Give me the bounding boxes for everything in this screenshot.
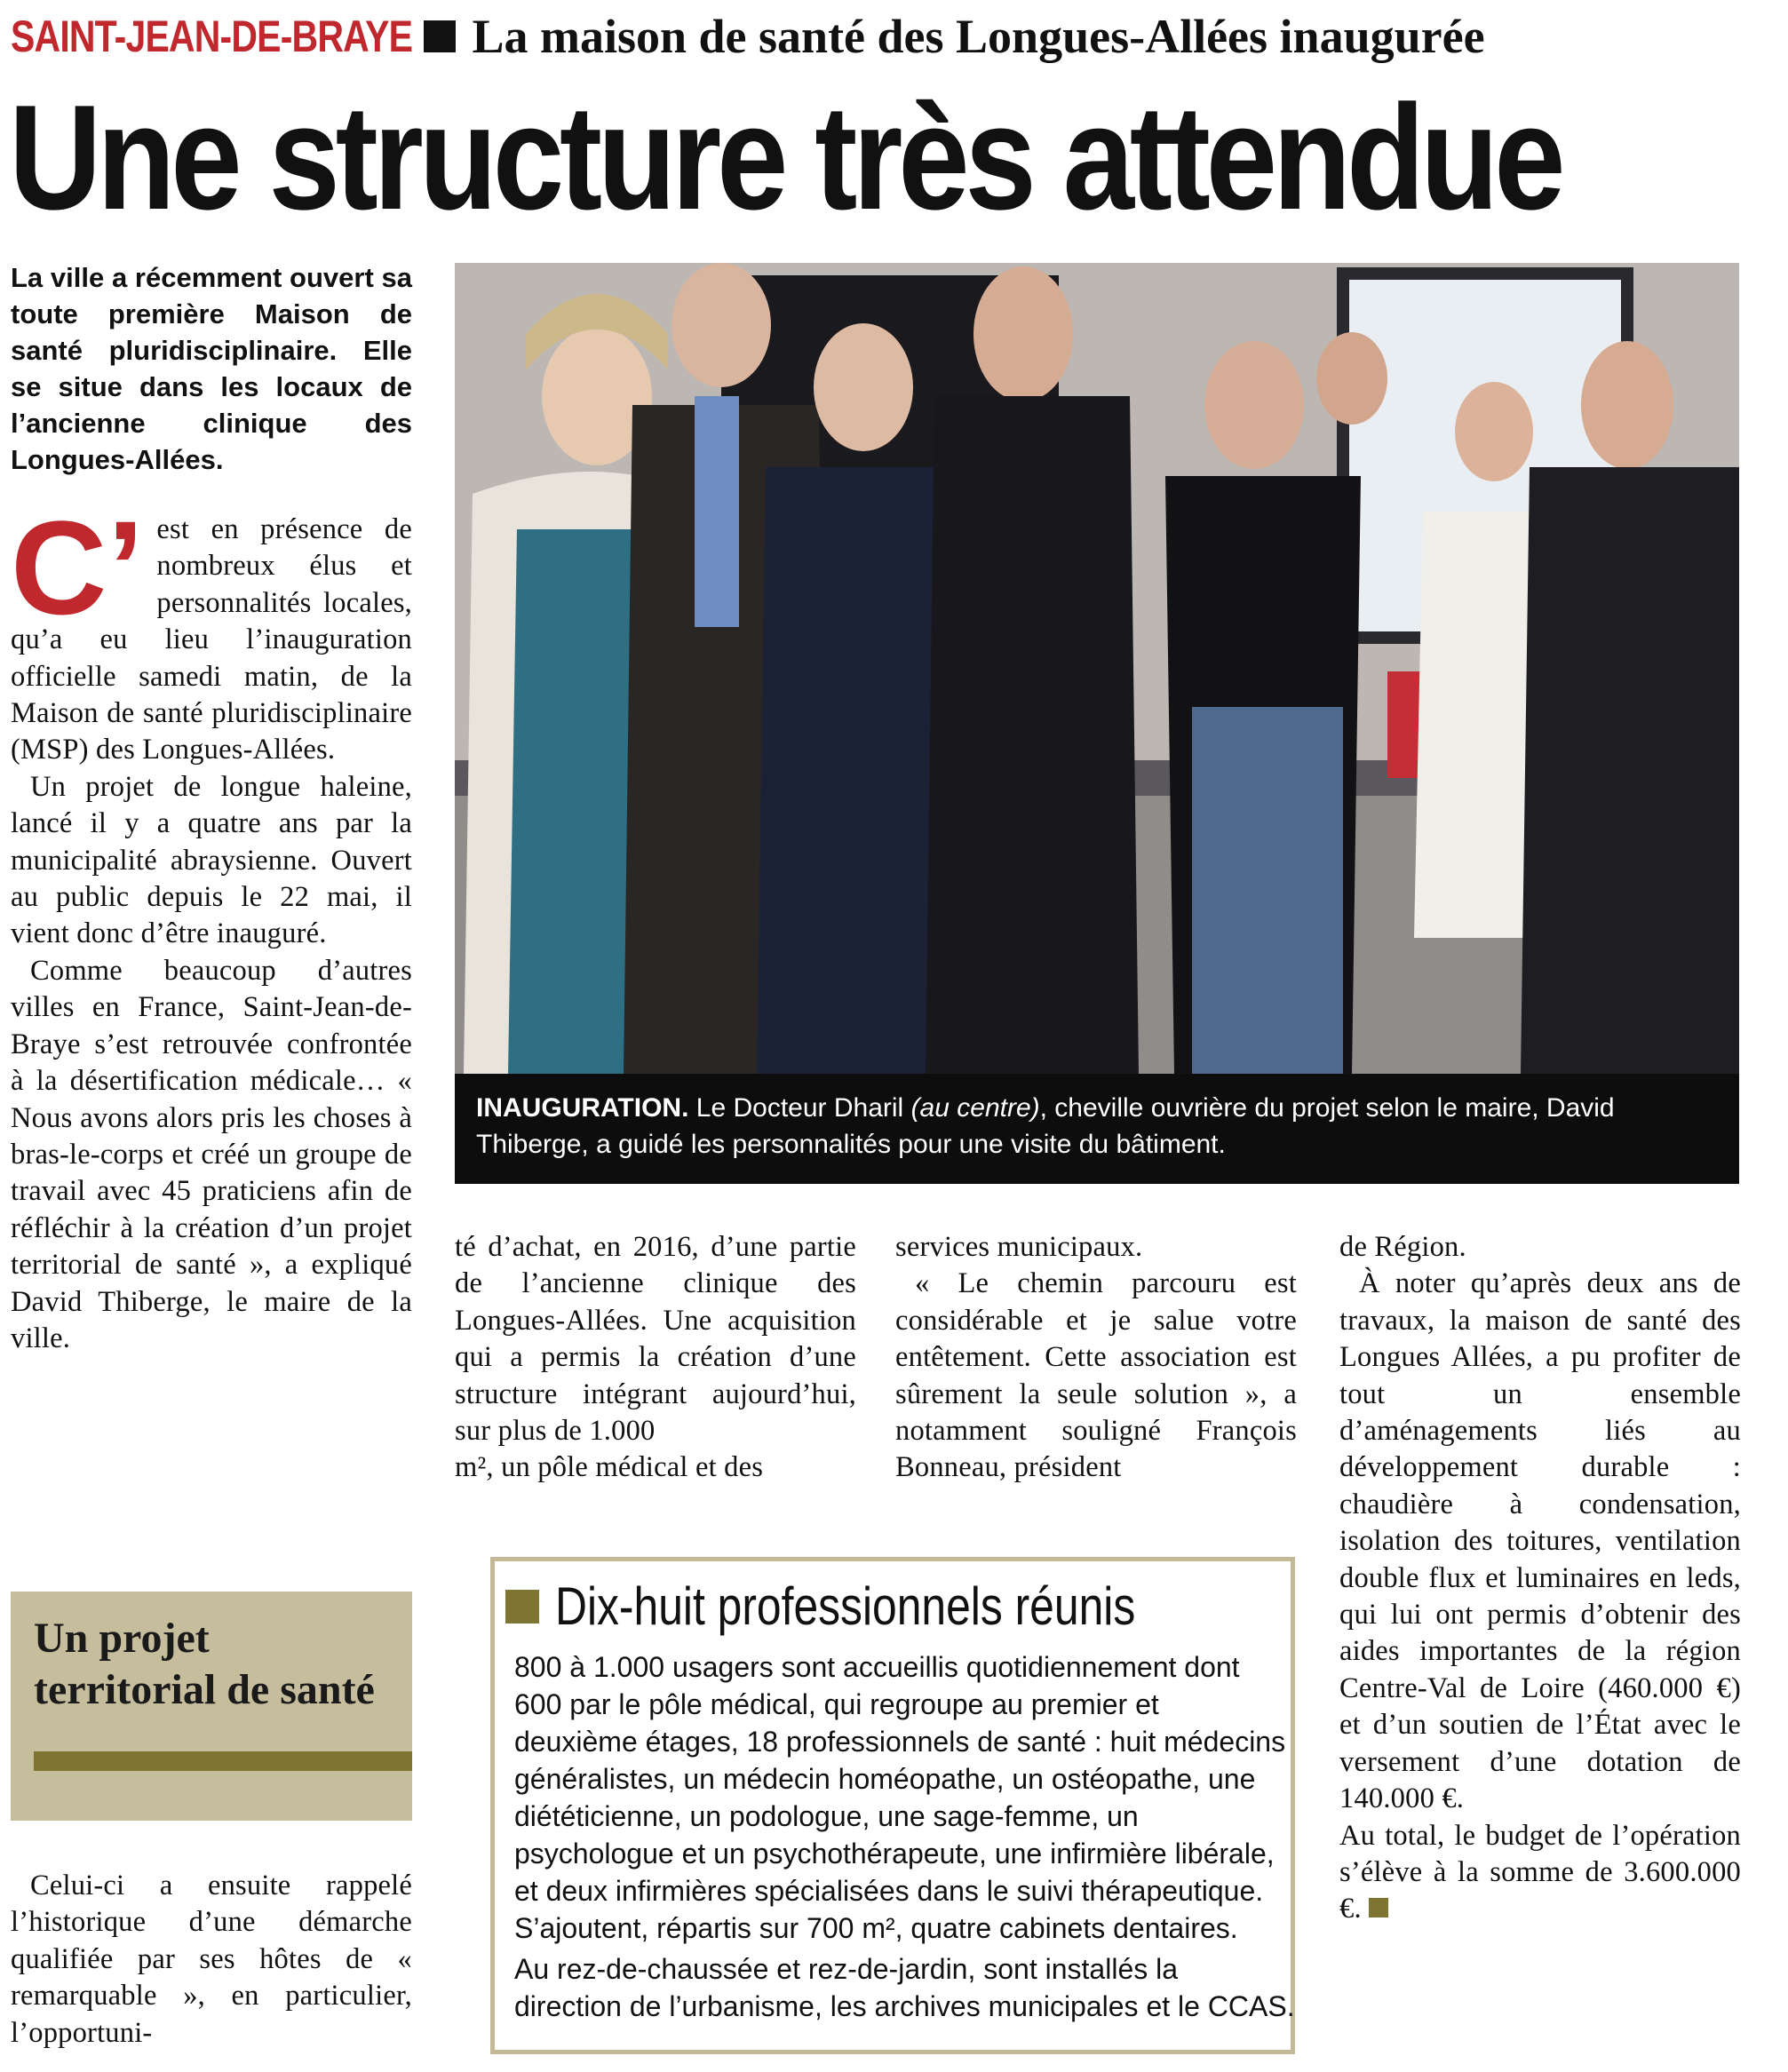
body-column-3: [895, 1229, 1297, 1487]
box-line: deuxième étages, 18 professionnels de santé : huit médecins: [514, 1726, 1286, 1758]
drop-cap: C’: [11, 493, 145, 642]
body-column-4: [1339, 1229, 1741, 1928]
kicker-place: SAINT-JEAN-DE-BRAYE: [11, 12, 413, 61]
box-title-square: [505, 1590, 539, 1623]
paragraph-4: Celui-ci a ensuite rappelé l’historique d’une démarche qualifiée par ses hôtes de « remarquable », en particulier, l’opportuni-: [11, 1870, 412, 2049]
box-body: [514, 1648, 1295, 2025]
box-title-row: [495, 1576, 1294, 1638]
column-4-paragraph-3: [1339, 1818, 1741, 1928]
box-line: Au rez-de-chaussée et rez-de-jardin, sont installés la: [514, 1953, 1179, 1985]
box-title: Dix-huit professionnels réunis: [555, 1576, 1136, 1636]
box-line: 800 à 1.000 usagers sont accueillis quotidiennement dont: [514, 1651, 1240, 1683]
lede: La ville a récemment ouvert sa toute première Maison de santé pluridisciplinaire. Elle se situe dans les locaux de l’ancienne clinique des Longues-Allées.: [11, 262, 412, 475]
kicker-line: [11, 9, 1778, 71]
caption-label: INAUGURATION.: [476, 1093, 689, 1123]
column-2-text: té d’achat, en 2016, d’une partie de l’ancienne clinique des Longues-Allées. Une acquisition qui a permis la création d’une structure intégrant aujourd’hui, sur plus de 1.000: [455, 1231, 856, 1448]
box-paragraph-1: [514, 1648, 1286, 1947]
paragraph-3: Comme beaucoup d’autres villes en France, Saint-Jean-de-Braye s’est retrouvée confrontée à la désertification médicale… « Nous avons alors pris les choses à bras-le-corps et créé un groupe de travail avec 45 praticiens afin de réfléchir à la création d’un projet territorial de santé », a expliqué David Thiberge, le maire de la ville.: [11, 954, 412, 1354]
photo-illustration: [455, 263, 1739, 1074]
column-3-paragraph-2: « Le chemin parcouru est considérable et je salue votre entêtement. Cette association est sûrement la seule solution », a notamment souligné François Bonneau, président: [895, 1267, 1297, 1484]
column-4-paragraph-3-text: Au total, le budget de l’opération s’élève à la somme de 3.600.000 €.: [1339, 1819, 1741, 1925]
end-mark-square: [1369, 1898, 1388, 1917]
box-line: et deux infirmières spécialisées dans le suivi thérapeutique.: [514, 1875, 1264, 1907]
headline: Une structure très attendue: [9, 74, 1562, 241]
box-line: 600 par le pôle médical, qui regroupe au premier et: [514, 1688, 1159, 1720]
caption-text-b: , cheville ouvrière du projet selon le maire, David Thiberge, a guidé les personnalités pour une visite du bâtiment.: [476, 1093, 1615, 1159]
inauguration-photo: [455, 263, 1739, 1074]
caption-text-a: Le Docteur Dharil: [695, 1093, 904, 1123]
column-4-paragraph-1: de Région.: [1339, 1231, 1466, 1263]
column-3-paragraph-1: services municipaux.: [895, 1231, 1143, 1263]
kicker-subtitle: La maison de santé des Longues-Allées inaugurée: [472, 10, 1485, 63]
box-line: généralistes, un médecin homéopathe, un ostéopathe, une: [514, 1763, 1256, 1795]
paragraph-1-text: est en présence de nombreux élus et personnalités locales, qu’a eu lieu l’inauguration officielle samedi matin, de la Maison de santé pluridisciplinaire (MSP) des Longues-Allées.: [11, 513, 412, 766]
column-4-paragraph-2: À noter qu’après deux ans de travaux, la maison de santé des Longues Allées, a pu profiter de tout un ensemble d’aménagements liés au développement durable : chaudière à condensation, isolation des toitures, ventilation double flux et luminaires en leds, qui lui ont permis d’obtenir des aides importantes de la région Centre-Val de Loire (460.000 €) et d’un soutien de l’État avec le versement d’une dotation de 140.000 €.: [1339, 1267, 1741, 1815]
body-column-2: [455, 1229, 856, 1487]
intertitle-bar: [34, 1751, 412, 1771]
caption-text-italic: (au centre): [910, 1093, 1040, 1123]
paragraph-1: [11, 493, 412, 769]
kicker-separator-square: [424, 20, 456, 52]
box-paragraph-2: [514, 1950, 1295, 2025]
box-line: direction de l’urbanisme, les archives municipales et le CCAS.: [514, 1990, 1295, 2022]
body-column-1-continued: [11, 1868, 412, 2052]
sidebar-box: [490, 1557, 1295, 2054]
intertitle: Un projet territorial de santé: [34, 1615, 375, 1713]
box-line: psychologue et un psychothérapeute, une infirmière libérale,: [514, 1838, 1275, 1870]
intertitle-block: [11, 1592, 412, 1821]
column-2-unit-line: m², un pôle médical et des: [455, 1451, 764, 1484]
box-line: S’ajoutent, répartis sur 700 m², quatre cabinets dentaires.: [514, 1912, 1238, 1944]
box-line: diététicienne, un podologue, une sage-femme, un: [514, 1800, 1139, 1832]
photo-caption: [455, 1074, 1739, 1184]
photo-placeholder-label: Photo : inauguration de la Maison de santé: [910, 663, 1283, 685]
paragraph-2: Un projet de longue haleine, lancé il y a quatre ans par la municipalité abraysienne. Ouvert au public depuis le 22 mai, il vient donc d’être inauguré.: [11, 770, 412, 950]
body-column-1: [11, 493, 412, 1357]
